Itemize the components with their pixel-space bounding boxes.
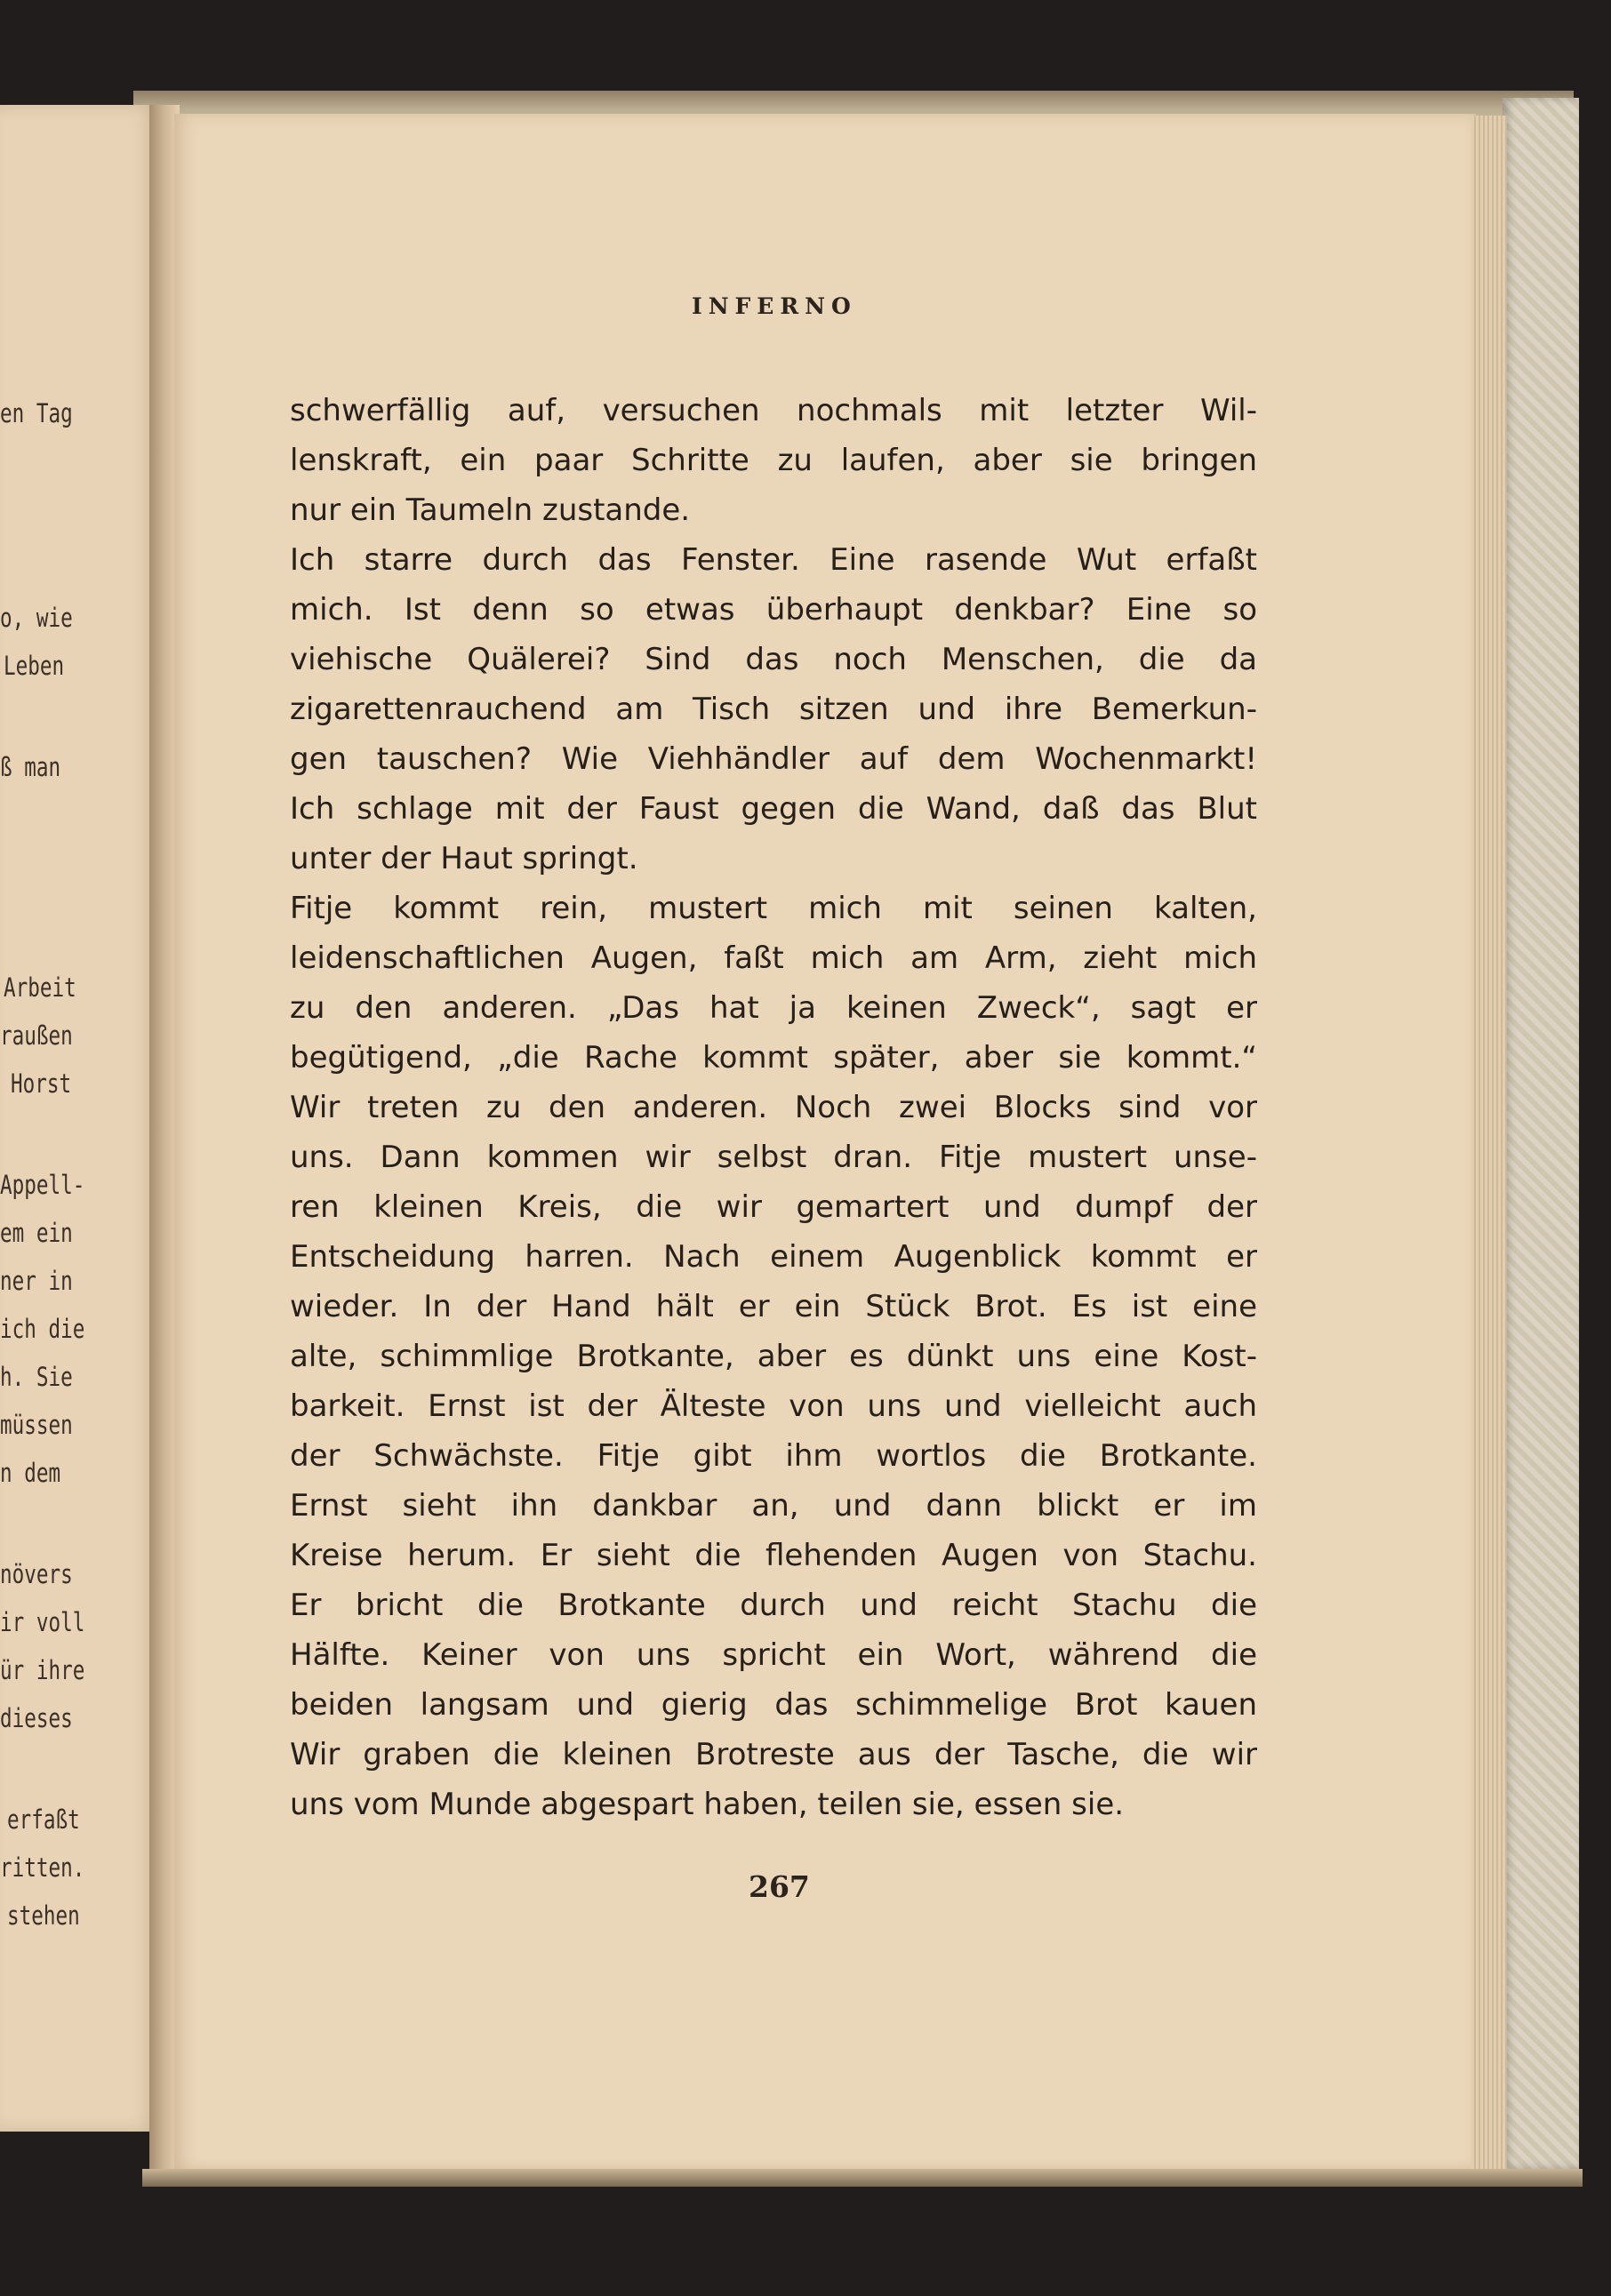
book-cover-board xyxy=(1503,98,1579,2169)
text-line: Kreise herum. Er sieht die flehenden Augen von Stachu. xyxy=(290,1538,1257,1573)
text-line: leidenschaftlichen Augen, faßt mich am Arm, zieht mich xyxy=(290,940,1257,976)
text-line: begütigend, „die Rache kommt später, aber sie kommt.“ xyxy=(290,1040,1257,1076)
left-page-fragment: erfaßt xyxy=(7,1804,80,1835)
left-page-fragment: dieses xyxy=(0,1703,73,1733)
text-line: Entscheidung harren. Nach einem Augenblick kommt er xyxy=(290,1239,1257,1275)
left-page-fragment: ß man xyxy=(0,752,61,782)
text-line: beiden langsam und gierig das schimmelige Brot kauen xyxy=(290,1687,1257,1723)
text-line: unter der Haut springt. xyxy=(290,841,638,876)
left-page-fragment: n dem xyxy=(0,1458,61,1488)
text-line: schwerfällig auf, versuchen nochmals mit letzter Wil- xyxy=(290,393,1257,428)
text-line: mich. Ist denn so etwas überhaupt denkbar? Eine so xyxy=(290,592,1257,628)
left-page-fragment: növers xyxy=(0,1559,73,1589)
text-line: viehische Quälerei? Sind das noch Menschen, die da xyxy=(290,642,1257,677)
left-page-fragment: em ein xyxy=(0,1218,73,1248)
text-line: zu den anderen. „Das hat ja keinen Zweck“, sagt er xyxy=(290,990,1257,1026)
text-line: der Schwächste. Fitje gibt ihm wortlos die Brotkante. xyxy=(290,1438,1257,1474)
text-line: ren kleinen Kreis, die wir gemartert und dumpf der xyxy=(290,1189,1257,1225)
page-stack-edge xyxy=(1471,116,1507,2169)
left-page xyxy=(0,105,158,2132)
text-line: uns. Dann kommen wir selbst dran. Fitje mustert unse- xyxy=(290,1140,1257,1175)
left-page-fragment: h. Sie xyxy=(0,1362,73,1392)
book-bottom-edge xyxy=(142,2169,1583,2187)
page-number: 267 xyxy=(749,1869,810,1904)
left-page-fragment: en Tag xyxy=(0,398,73,428)
left-page-fragment: ir voll xyxy=(0,1607,85,1637)
text-line: Wir graben die kleinen Brotreste aus der Tasche, die wir xyxy=(290,1737,1257,1772)
text-line: Er bricht die Brotkante durch und reicht Stachu die xyxy=(290,1588,1257,1623)
left-page-fragment: müssen xyxy=(0,1410,73,1440)
running-head: INFERNO xyxy=(692,293,857,319)
left-page-fragment: ner in xyxy=(0,1266,73,1296)
text-line: Ich starre durch das Fenster. Eine rasende Wut erfaßt xyxy=(290,542,1257,578)
left-page-fragment: ritten. xyxy=(0,1852,85,1883)
text-line: uns vom Munde abgespart haben, teilen sie, essen sie. xyxy=(290,1787,1125,1822)
left-page-fragment: raußen xyxy=(0,1020,73,1051)
text-line: barkeit. Ernst ist der Älteste von uns und vielleicht auch xyxy=(290,1388,1257,1424)
text-line: Wir treten zu den anderen. Noch zwei Blocks sind vor xyxy=(290,1090,1257,1125)
left-page-fragment: o, wie xyxy=(0,603,73,633)
text-line: wieder. In der Hand hält er ein Stück Brot. Es ist eine xyxy=(290,1289,1257,1324)
left-page-fragment: ür ihre xyxy=(0,1655,85,1685)
text-line: gen tauschen? Wie Viehhändler auf dem Wochenmarkt! xyxy=(290,741,1257,777)
body-text xyxy=(290,386,1257,1829)
text-line: Hälfte. Keiner von uns spricht ein Wort, während die xyxy=(290,1637,1257,1673)
text-line: Fitje kommt rein, mustert mich mit seinen kalten, xyxy=(290,891,1257,926)
text-line: zigarettenrauchend am Tisch sitzen und ihre Bemerkun- xyxy=(290,692,1257,727)
text-line: lenskraft, ein paar Schritte zu laufen, aber sie bringen xyxy=(290,443,1257,478)
text-line: Ernst sieht ihn dankbar an, und dann blickt er im xyxy=(290,1488,1257,1524)
left-page-fragment: Appell- xyxy=(0,1170,85,1200)
left-page-fragment: Leben xyxy=(4,651,65,681)
text-line: Ich schlage mit der Faust gegen die Wand, daß das Blut xyxy=(290,791,1257,827)
left-page-fragment: Arbeit xyxy=(4,972,76,1003)
text-line: alte, schimmlige Brotkante, aber es dünkt uns eine Kost- xyxy=(290,1339,1257,1374)
left-page-fragment: stehen xyxy=(7,1900,80,1931)
left-page-fragment: ich die xyxy=(0,1314,85,1344)
left-page-fragment: Horst xyxy=(11,1068,72,1099)
text-line: nur ein Taumeln zustande. xyxy=(290,492,691,528)
